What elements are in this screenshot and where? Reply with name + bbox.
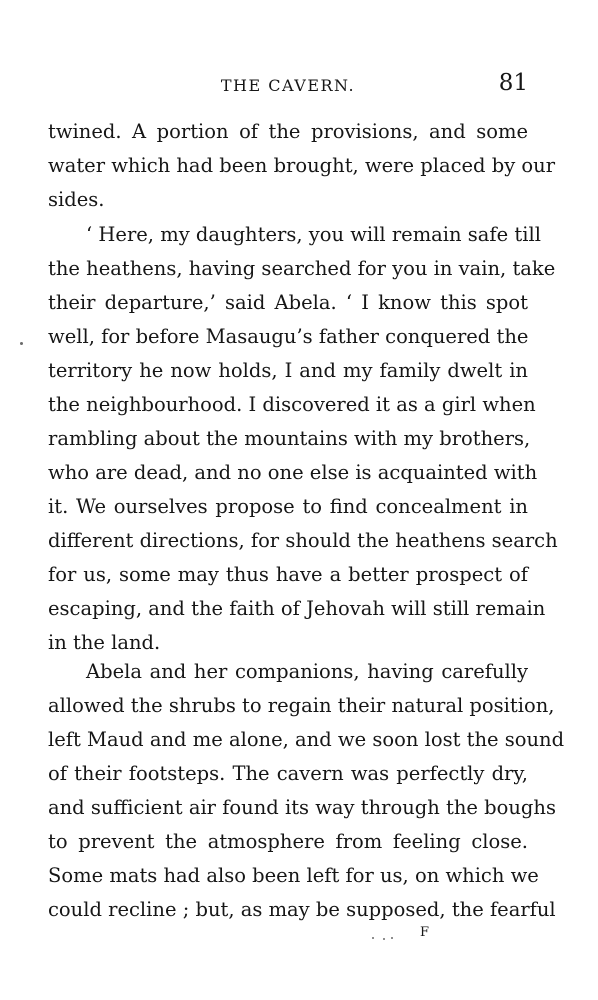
text-line: could recline ; but, as may be supposed, the fearful: [48, 898, 556, 921]
paragraph-first-line: ‘ Here, my daughters, you will remain safe till: [86, 223, 541, 246]
ink-speck: [391, 937, 393, 939]
text-line: the neighbourhood. I discovered it as a girl when: [48, 393, 536, 416]
paragraph-first-line: Abela and her companions, having carefully: [86, 660, 528, 683]
text-line: to prevent the atmosphere from feeling close.: [48, 830, 528, 853]
text-line: allowed the shrubs to regain their natural position,: [48, 694, 555, 717]
text-line: different directions, for should the heathens search: [48, 529, 558, 552]
text-line: Some mats had also been left for us, on which we: [48, 864, 539, 887]
text-line: well, for before Masaugu’s father conquered the: [48, 325, 529, 348]
text-line: for us, some may thus have a better prospect of: [48, 563, 528, 586]
running-title: THE CAVERN.: [220, 76, 356, 95]
text-line: who are dead, and no one else is acquainted with: [48, 461, 538, 484]
text-line: sides.: [48, 188, 105, 211]
ink-speck: [383, 938, 385, 940]
text-line: it. We ourselves propose to find concealment in: [48, 495, 528, 518]
text-line: left Maud and me alone, and we soon lost the sound: [48, 728, 565, 751]
page-number: 81: [498, 70, 528, 96]
text-line: twined. A portion of the provisions, and some: [48, 120, 528, 143]
text-line: territory he now holds, I and my family dwelt in: [48, 359, 528, 382]
text-line: rambling about the mountains with my brothers,: [48, 427, 531, 450]
ink-speck: [372, 937, 374, 939]
text-line: the heathens, having searched for you in vain, take: [48, 257, 556, 280]
text-line: and sufficient air found its way through the boughs: [48, 796, 556, 819]
text-line: of their footsteps. The cavern was perfectly dry,: [48, 762, 528, 785]
text-line: in the land.: [48, 631, 161, 654]
text-line: escaping, and the faith of Jehovah will still remain: [48, 597, 546, 620]
text-line: water which had been brought, were placed by our: [48, 154, 556, 177]
ink-speck: [20, 342, 23, 345]
running-head: [48, 70, 528, 104]
signature-mark: F: [420, 925, 431, 940]
text-line: their departure,’ said Abela. ‘ I know this spot: [48, 291, 528, 314]
